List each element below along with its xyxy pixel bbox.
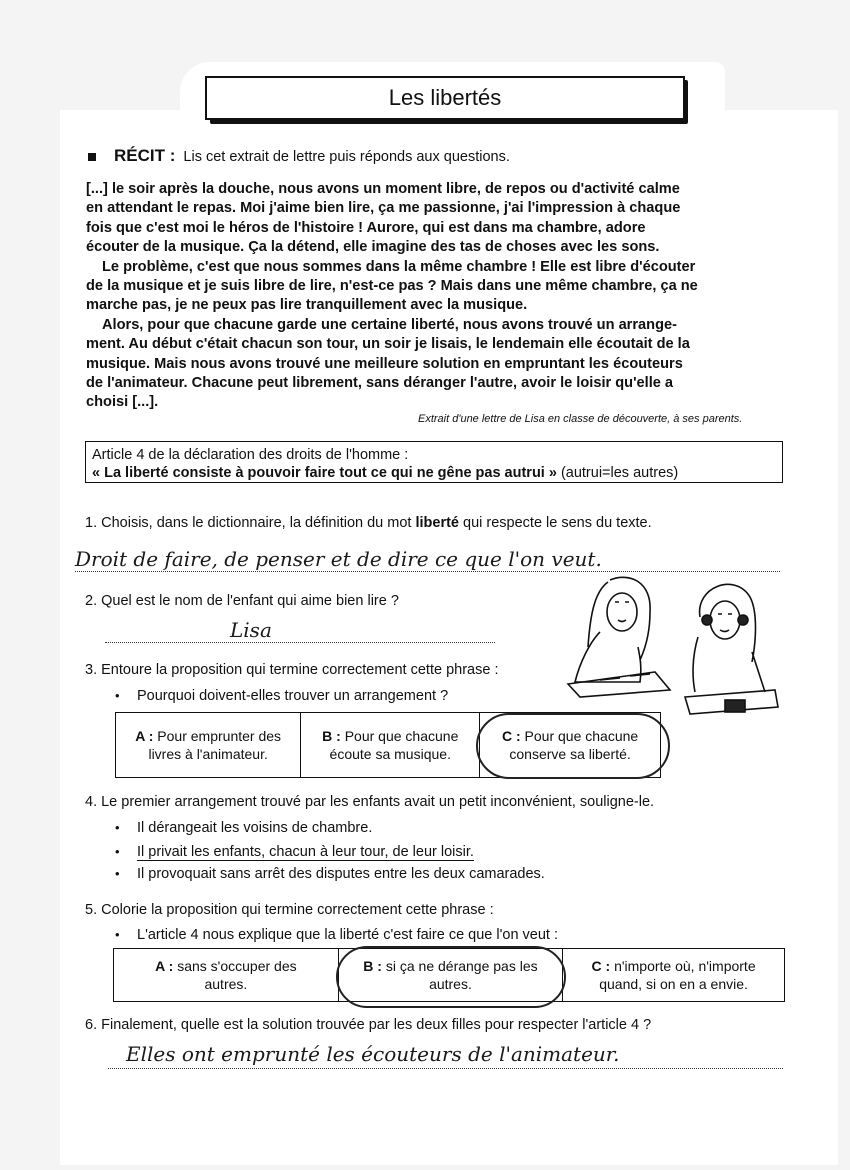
letter-excerpt bbox=[86, 180, 786, 413]
question-5: 5. Colorie la proposition qui termine correctement cette phrase : bbox=[85, 902, 494, 918]
q5-option-c[interactable]: C : n'importe où, n'importe quand, si on en a envie. bbox=[563, 949, 785, 1002]
q3-option-a[interactable]: A : Pour emprunter des livres à l'animateur. bbox=[116, 713, 301, 778]
answer-1: Droit de faire, de penser et de dire ce que l'on veut. bbox=[75, 547, 602, 571]
text-line: de l'animateur. Chacune peut librement, sans déranger l'autre, avoir le loisir qu'elle a bbox=[86, 375, 674, 392]
article-box bbox=[85, 441, 783, 483]
recit-instruction: Lis cet extrait de lettre puis réponds aux questions. bbox=[183, 149, 510, 165]
text-line: de la musique et je suis libre de lire, n'est-ce pas ? Mais dans une même chambre, ça ne bbox=[86, 278, 698, 295]
text-line: [...] le soir après la douche, nous avons un moment libre, de repos ou d'activité calme bbox=[86, 181, 680, 197]
answer-6: Elles ont emprunté les écouteurs de l'animateur. bbox=[126, 1042, 620, 1066]
q4-bullet-answer: • Il privait les enfants, chacun à leur tour, de leur loisir. bbox=[115, 844, 474, 860]
answer-line-2 bbox=[105, 618, 495, 643]
recit-header bbox=[88, 146, 510, 166]
q1-suffix: qui respecte le sens du texte. bbox=[458, 515, 652, 531]
answer-circle-b bbox=[336, 946, 566, 1008]
text-line: Alors, pour que chacune garde une certaine liberté, nous avons trouvé un arrange- bbox=[102, 316, 677, 333]
text-line: fois que c'est moi le héros de l'histoire ! Aurore, qui est dans ma chambre, adore bbox=[86, 219, 646, 236]
page-title: Les libertés bbox=[205, 76, 685, 120]
text-line: ment. Au début c'était chacun son tour, un soir je lisais, le lendemain elle écoutait de la bbox=[86, 336, 690, 353]
answer-line-1 bbox=[75, 547, 780, 572]
answer-2: Lisa bbox=[230, 618, 272, 642]
question-6: 6. Finalement, quelle est la solution trouvée par les deux filles pour respecter l'article 4 ? bbox=[85, 1017, 652, 1033]
article-title: Article 4 de la déclaration des droits de l'homme : bbox=[92, 447, 409, 463]
q3-option-c[interactable]: C : Pour que chacune conserve sa liberté. bbox=[480, 713, 661, 778]
q3-bullet: • Pourquoi doivent-elles trouver un arrangement ? bbox=[115, 688, 448, 704]
q3-option-b[interactable]: B : Pour que chacune écoute sa musique. bbox=[301, 713, 480, 778]
source-citation: Extrait d'une lettre de Lisa en classe de découverte, à ses parents. bbox=[418, 413, 743, 425]
text-line: en attendant le repas. Moi j'aime bien lire, ça me passionne, j'ai l'impression à chaque bbox=[86, 200, 681, 217]
q4-bullet: • Il provoquait sans arrêt des disputes entre les deux camarades. bbox=[115, 866, 545, 882]
article-quote: « La liberté consiste à pouvoir faire tout ce qui ne gêne pas autrui » bbox=[92, 465, 557, 481]
q5-option-a[interactable]: A : sans s'occuper des autres. bbox=[114, 949, 339, 1002]
text-line: marche pas, je ne peux pas lire tranquillement avec la musique. bbox=[86, 297, 528, 314]
text-line: choisi [...]. bbox=[86, 394, 159, 411]
square-bullet-icon bbox=[88, 153, 96, 161]
q4-bullet: • Il dérangeait les voisins de chambre. bbox=[115, 820, 372, 836]
q1-prefix: 1. Choisis, dans le dictionnaire, la définition du mot bbox=[85, 515, 416, 531]
answer-circle-c bbox=[476, 713, 670, 779]
question-4: 4. Le premier arrangement trouvé par les enfants avait un petit inconvénient, souligne-le. bbox=[85, 794, 655, 810]
question-3: 3. Entoure la proposition qui termine correctement cette phrase : bbox=[85, 662, 499, 678]
girls-illustration bbox=[560, 572, 785, 722]
question-1 bbox=[85, 515, 652, 531]
text-line: écouter de la musique. Ça la détend, elle imagine des tas de choses avec les sons. bbox=[86, 239, 660, 256]
text-line: musique. Mais nous avons trouvé une meilleure solution en empruntant les écouteurs bbox=[86, 355, 683, 372]
q5-option-b[interactable]: B : si ça ne dérange pas les autres. bbox=[338, 949, 562, 1002]
article-note: (autrui=les autres) bbox=[556, 465, 679, 481]
q5-bullet: • L'article 4 nous explique que la liberté c'est faire ce que l'on veut : bbox=[115, 927, 558, 943]
answer-line-6 bbox=[108, 1042, 783, 1069]
q1-keyword: liberté bbox=[415, 515, 459, 531]
question-2: 2. Quel est le nom de l'enfant qui aime bien lire ? bbox=[85, 593, 399, 609]
text-line: Le problème, c'est que nous sommes dans la même chambre ! Elle est libre d'écouter bbox=[102, 258, 696, 275]
recit-label: RÉCIT : bbox=[114, 146, 176, 165]
